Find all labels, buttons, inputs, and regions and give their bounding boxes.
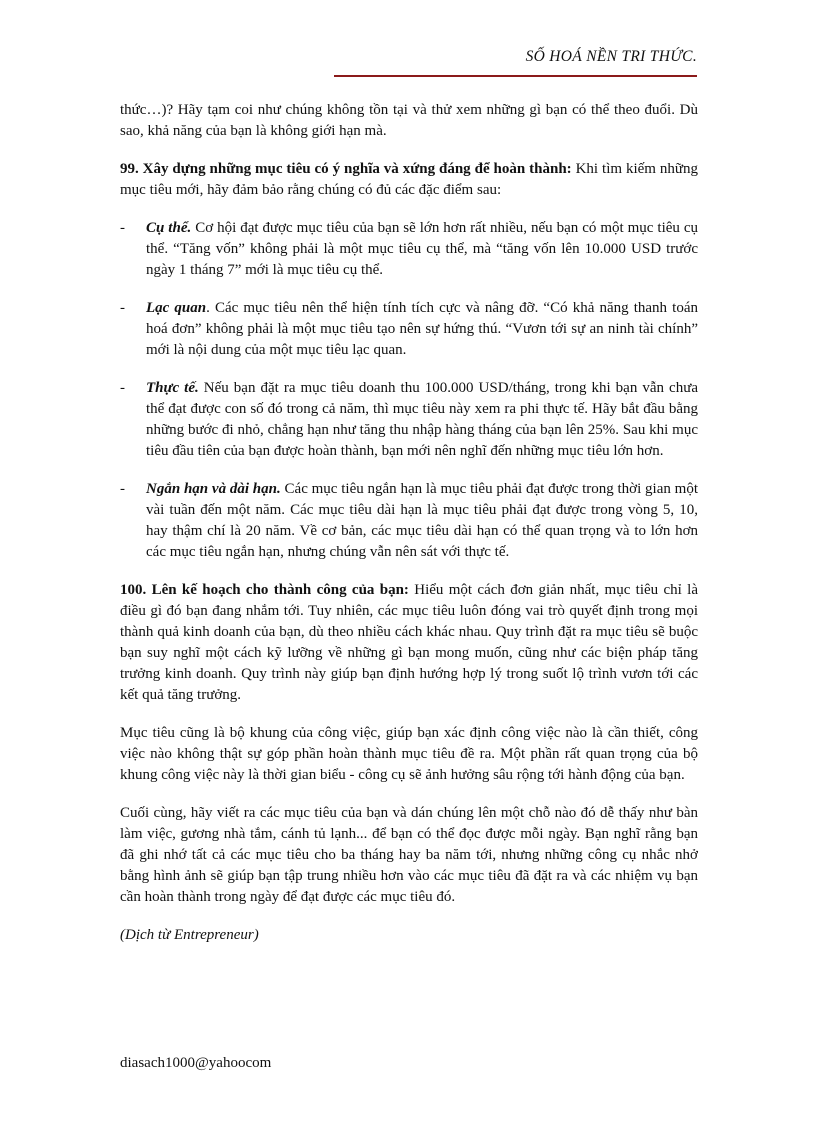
list-item-term: Cụ thể.: [146, 220, 192, 236]
page-header-title: SỐ HOÁ NỀN TRI THỨC.: [525, 48, 697, 65]
list-item-text: Các mục tiêu ngắn hạn là mục tiêu phải đạt được trong thời gian một vài tuần đến một năm. Các mục tiêu dài hạn là mục tiêu phải đạt được trong vòng 5, 10, hay thậm chí là 20 năm. Về cơ bản, các mục tiêu dài hạn có thể quan trọng và to lớn hơn các mục tiêu ngắn hạn, nhưng chúng vẫn nên sát với thực tế.: [146, 481, 699, 560]
list-item: [120, 479, 698, 563]
list-item-term: Ngắn hạn và dài hạn.: [146, 481, 281, 497]
section-100-heading: 100. Lên kế hoạch cho thành công của bạn:: [120, 582, 409, 598]
list-item-term: Lạc quan: [146, 300, 207, 316]
list-item-term: Thực tế.: [146, 380, 199, 396]
intro-paragraph: thức…)? Hãy tạm coi như chúng không tồn tại và thử xem những gì bạn có thể theo đuổi. Dù sao, khả năng của bạn là không giới hạn mà.: [120, 102, 698, 139]
list-item-text: . Các mục tiêu nên thể hiện tính tích cực và nâng đỡ. “Có khả năng thanh toán hoá đơn” không phải là một mục tiêu tạo nên sự hứng thú. “Vươn tới sự an ninh tài chính” mới là nội dung của một mục tiêu lạc quan.: [146, 300, 698, 358]
list-dash: -: [120, 380, 125, 396]
section-100-text: Hiểu một cách đơn giản nhất, mục tiêu chỉ là điều gì đó bạn đang nhắm tới. Tuy nhiên, các mục tiêu luôn đóng vai trò quyết định trong mọi thành quả kinh doanh của bạn, dù theo nhiều cách khác nhau. Quy trình đặt ra mục tiêu sẽ buộc bạn suy nghĩ một cách kỹ lưỡng về những gì bạn mong muốn, cũng như các biện pháp tăng trưởng kinh doanh. Quy trình này giúp bạn định hướng hợp lý trong suốt lộ trình vươn tới các kết quả tăng trưởng.: [120, 582, 698, 703]
list-dash: -: [120, 481, 125, 497]
list-dash: -: [120, 220, 125, 236]
list-item: [120, 218, 698, 281]
document-body: [120, 100, 698, 963]
paragraph-3: Cuối cùng, hãy viết ra các mục tiêu của bạn và dán chúng lên một chỗ nào đó dễ thấy như bàn làm việc, gương nhà tắm, cánh tủ lạnh... để bạn có thể đọc được mỗi ngày. Bạn nghĩ rằng bạn đã ghi nhớ tất cả các mục tiêu cho ba tháng hay ba năm tới, nhưng những công cụ nhắc nhở bằng hình ảnh sẽ giúp bạn tập trung nhiều hơn vào các mục tiêu đã đặt ra và các nhiệm vụ bạn cần hoàn thành trong ngày để đạt được các mục tiêu đó.: [120, 805, 698, 905]
section-100-paragraph: [120, 580, 698, 706]
header-rule: [334, 75, 697, 77]
list-dash: -: [120, 300, 125, 316]
section-99-paragraph: [120, 159, 698, 201]
section-99-text: Khi tìm kiếm những mục tiêu mới, hãy đảm bảo rằng chúng có đủ các đặc điểm sau:: [120, 161, 699, 198]
source-note: (Dịch từ Entrepreneur): [120, 927, 259, 943]
list-item-text: Nếu bạn đặt ra mục tiêu doanh thu 100.000 USD/tháng, trong khi bạn vẫn chưa thể đạt được con số đó trong cả năm, thì mục tiêu này xem ra phi thực tế. Hãy bắt đầu bằng những bước đi nhỏ, chẳng hạn như tăng thu nhập hàng tháng của bạn lên 25%. Sau khi mục tiêu đầu tiên của bạn được hoàn thành, bạn mới nên nghĩ đến những mục tiêu lớn hơn.: [146, 380, 698, 459]
section-99-heading: 99. Xây dựng những mục tiêu có ý nghĩa và xứng đáng để hoàn thành:: [120, 161, 572, 177]
list-item-text: Cơ hội đạt được mục tiêu của bạn sẽ lớn hơn rất nhiều, nếu bạn có một mục tiêu cụ thể. “Tăng vốn” không phải là một mục tiêu cụ thể, mà “tăng vốn lên 10.000 USD trước ngày 1 tháng 7” mới là mục tiêu cụ thể.: [146, 220, 699, 278]
goal-characteristics-list: [120, 218, 698, 563]
list-item: [120, 298, 698, 361]
paragraph-2: Mục tiêu cũng là bộ khung của công việc, giúp bạn xác định công việc nào là cần thiết, công việc nào không thật sự góp phần hoàn thành mục tiêu đề ra. Một phần rất quan trọng của bộ khung công việc này là thời gian biểu - công cụ sẽ ảnh hưởng sâu rộng tới hành động của bạn.: [120, 725, 698, 783]
list-item: [120, 378, 698, 462]
footer-email: diasach1000@yahoocom: [120, 1055, 272, 1071]
